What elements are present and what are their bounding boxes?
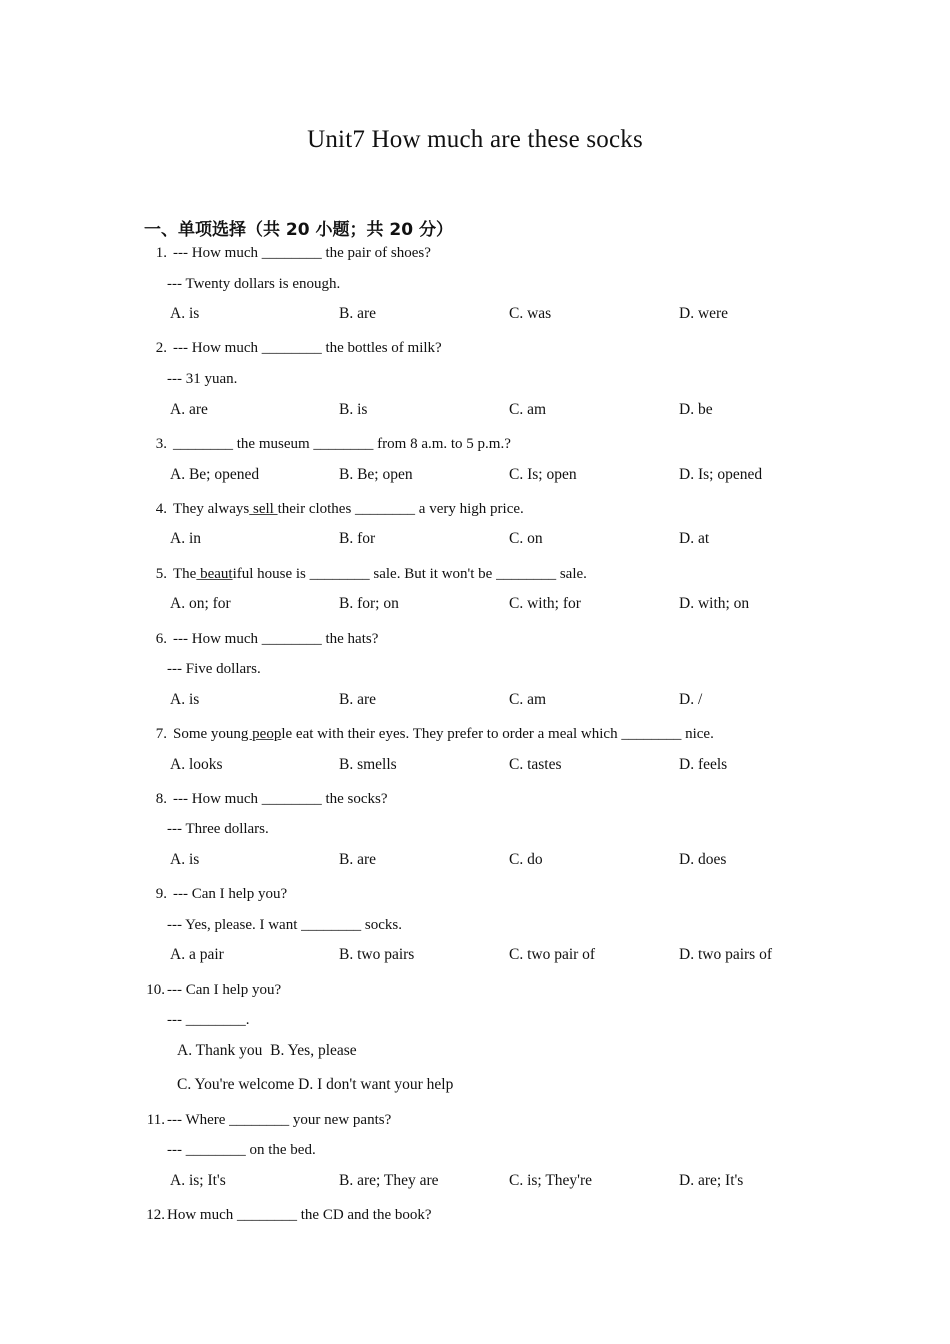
underlined-word: beaut — [196, 566, 233, 582]
question-stem: How much ________ the CD and the book? — [167, 1207, 432, 1223]
option-c[interactable]: C. two pair of — [509, 946, 596, 963]
question-6 — [143, 629, 378, 649]
question-number: 7. — [155, 726, 167, 742]
option-c[interactable]: C. am — [509, 401, 547, 418]
option-c[interactable]: C. on — [509, 530, 543, 547]
question-stem: --- Can I help you? — [173, 886, 288, 902]
option-a[interactable]: A. are — [170, 401, 208, 418]
option-d[interactable]: D. does — [679, 851, 727, 868]
question-7 — [143, 724, 714, 744]
question-11-reply: --- ________ on the bed. — [167, 1142, 316, 1158]
question-number: 6. — [155, 631, 167, 647]
question-number: 1. — [155, 245, 167, 261]
section-heading: 一、单项选择（共 20 小题；共 20 分） — [144, 220, 453, 240]
option-line[interactable]: C. You're welcome D. I don't want your help — [177, 1076, 454, 1093]
question-6-reply: --- Five dollars. — [167, 661, 261, 677]
option-b[interactable]: B. Be; open — [339, 466, 413, 483]
question-12 — [143, 1205, 432, 1225]
option-a[interactable]: A. is — [170, 851, 200, 868]
question-5 — [143, 564, 587, 584]
option-d[interactable]: D. Is; opened — [679, 466, 763, 483]
option-b[interactable]: B. two pairs — [339, 946, 415, 963]
question-stem-part: their clothes ________ a very high price. — [277, 501, 524, 517]
option-d[interactable]: D. be — [679, 401, 713, 418]
question-1 — [143, 243, 431, 263]
question-2-reply: --- 31 yuan. — [167, 371, 238, 387]
question-3 — [143, 434, 511, 454]
question-number: 11. — [146, 1112, 165, 1128]
option-d[interactable]: D. with; on — [679, 595, 750, 612]
option-c[interactable]: C. was — [509, 305, 552, 322]
option-a[interactable]: A. is — [170, 305, 200, 322]
option-c[interactable]: C. do — [509, 851, 543, 868]
question-stem: --- Where ________ your new pants? — [167, 1112, 392, 1128]
question-stem: ________ the museum ________ from 8 a.m. to 5 p.m.? — [173, 436, 511, 452]
question-number: 12. — [146, 1207, 165, 1223]
question-stem-part: They always — [173, 501, 250, 517]
option-c[interactable]: C. is; They're — [509, 1172, 593, 1189]
option-b[interactable]: B. are — [339, 851, 377, 868]
question-number: 2. — [155, 340, 167, 356]
question-number: 8. — [155, 791, 167, 807]
option-b[interactable]: B. smells — [339, 756, 397, 773]
question-stem: --- How much ________ the hats? — [173, 631, 379, 647]
question-stem: --- How much ________ the pair of shoes? — [173, 245, 431, 261]
option-b[interactable]: B. is — [339, 401, 368, 418]
question-number: 4. — [155, 501, 167, 517]
question-stem-part: iful house is ________ sale. But it won't be ________ sale. — [232, 566, 587, 582]
option-c[interactable]: C. am — [509, 691, 547, 708]
question-stem-part: le eat with their eyes. They prefer to order a meal which ________ nice. — [281, 726, 714, 742]
option-c[interactable]: C. with; for — [509, 595, 581, 612]
option-c[interactable]: C. tastes — [509, 756, 562, 773]
option-b[interactable]: B. are — [339, 305, 377, 322]
option-b[interactable]: B. for; on — [339, 595, 399, 612]
question-stem-part: The — [173, 566, 197, 582]
option-a[interactable]: A. a pair — [170, 946, 224, 963]
question-stem: --- How much ________ the bottles of milk? — [173, 340, 442, 356]
question-2 — [143, 338, 442, 358]
option-a[interactable]: A. in — [170, 530, 201, 547]
option-d[interactable]: D. / — [679, 691, 703, 708]
underlined-word: sell — [249, 501, 278, 517]
option-a[interactable]: A. looks — [170, 756, 223, 773]
question-stem-part: Some youn — [173, 726, 241, 742]
option-b[interactable]: B. are; They are — [339, 1172, 439, 1189]
question-1-reply: --- Twenty dollars is enough. — [167, 276, 341, 292]
question-9-reply: --- Yes, please. I want ________ socks. — [167, 917, 402, 933]
question-11 — [143, 1110, 391, 1130]
option-line[interactable]: A. Thank you B. Yes, please — [177, 1042, 357, 1059]
option-d[interactable]: D. at — [679, 530, 710, 547]
question-number: 9. — [155, 886, 167, 902]
option-d[interactable]: D. feels — [679, 756, 728, 773]
option-b[interactable]: B. for — [339, 530, 376, 547]
question-8-reply: --- Three dollars. — [167, 821, 269, 837]
question-9 — [143, 884, 287, 904]
option-d[interactable]: D. were — [679, 305, 729, 322]
option-a[interactable]: A. on; for — [170, 595, 231, 612]
question-10-reply: --- ________. — [167, 1012, 250, 1028]
underlined-word: g peop — [240, 726, 282, 742]
question-stem: --- Can I help you? — [167, 982, 282, 998]
option-a[interactable]: A. Be; opened — [170, 466, 260, 483]
option-a[interactable]: A. is; It's — [170, 1172, 226, 1189]
question-8 — [143, 789, 388, 809]
option-d[interactable]: D. are; It's — [679, 1172, 744, 1189]
option-a[interactable]: A. is — [170, 691, 200, 708]
question-4 — [143, 499, 524, 519]
question-number: 3. — [155, 436, 167, 452]
option-d[interactable]: D. two pairs of — [679, 946, 772, 963]
option-c[interactable]: C. Is; open — [509, 466, 577, 483]
question-stem: --- How much ________ the socks? — [173, 791, 388, 807]
question-number: 10. — [146, 982, 165, 998]
question-number: 5. — [155, 566, 167, 582]
question-10 — [143, 980, 281, 1000]
page-title: Unit7 How much are these socks — [307, 126, 643, 153]
option-b[interactable]: B. are — [339, 691, 377, 708]
